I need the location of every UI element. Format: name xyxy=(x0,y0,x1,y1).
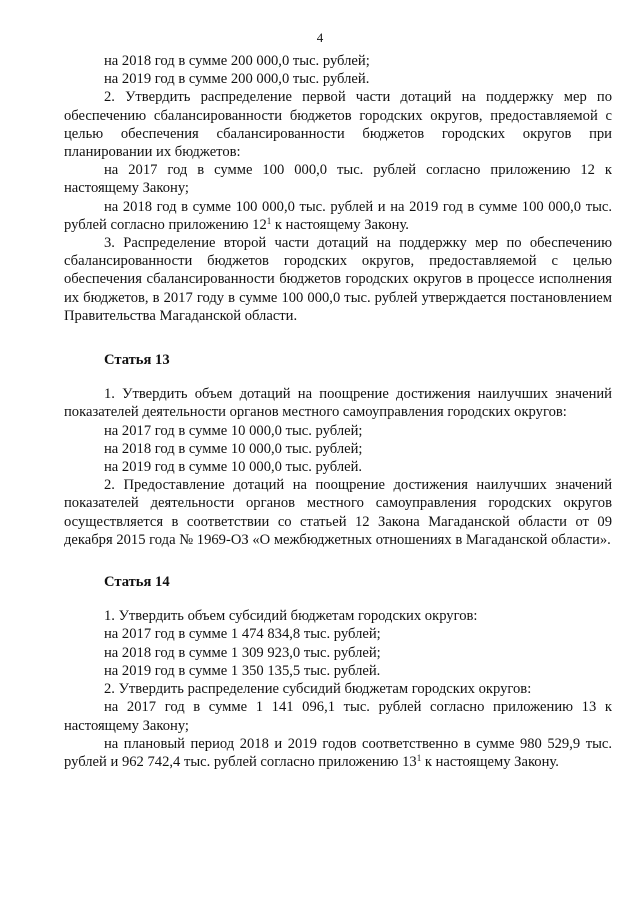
article-14-line-2017: на 2017 год в сумме 1 474 834,8 тыс. рублей; xyxy=(104,626,381,643)
article-14-line-2018: на 2018 год в сумме 1 309 923,0 тыс. рублей; xyxy=(104,644,381,661)
paragraph-2018-amount: на 2018 год в сумме 200 000,0 тыс. рублей; xyxy=(104,53,370,69)
spacer xyxy=(64,369,612,385)
article-14-heading: Статья 14 xyxy=(104,574,170,591)
spacer xyxy=(64,549,612,573)
paragraph-first-part-2017: на 2017 год в сумме 100 000,0 тыс. рублей согласно приложению 12 к настоящему Закону; xyxy=(64,162,612,197)
document-body xyxy=(64,52,612,771)
paragraph-second-part: 3. Распределение второй части дотаций на поддержку мер по обеспечению сбалансированности бюджетов городских округов, предоставляемой с целью обеспечения сбалансированности бюджетов городских округов в процессе исполнения их бюджетов, в 2017 году в сумме 100 000,0 тыс. рублей утверждается постановлением Правительства Магаданской области. xyxy=(64,235,612,324)
paragraph-distribution-first-part: 2. Утвердить распределение первой части дотаций на поддержку мер по обеспечению сбалансированности бюджетов городских округов, предоставляемой с целью обеспечения сбалансированности бюджетов городских округов при планировании их бюджетов: xyxy=(64,89,612,161)
article-14-item-2-2017: на 2017 год в сумме 1 141 096,1 тыс. рублей согласно приложению 13 к настоящему Закону; xyxy=(64,699,612,734)
article-13-line-2017: на 2017 год в сумме 10 000,0 тыс. рублей; xyxy=(104,422,363,439)
article-14-item-2: 2. Утвердить распределение субсидий бюджетам городских округов: xyxy=(104,681,532,698)
paragraph-first-part-2018-2019 xyxy=(64,198,612,234)
spacer xyxy=(64,325,612,351)
first-part-2018-text: на 2018 год в сумме 100 000,0 тыс. рублей и на 2019 год в сумме 100 000,0 тыс. рублей согласно приложению 12 xyxy=(64,198,612,233)
article-14-item-1: 1. Утвердить объем субсидий бюджетам городских округов: xyxy=(104,608,478,625)
paragraph-2019-amount: на 2019 год в сумме 200 000,0 тыс. рублей. xyxy=(104,71,370,88)
article-13-line-2019: на 2019 год в сумме 10 000,0 тыс. рублей. xyxy=(104,459,363,476)
spacer xyxy=(64,591,612,607)
first-part-2018-tail: к настоящему Закону. xyxy=(271,216,409,233)
plan-period-tail: к настоящему Закону. xyxy=(421,753,559,770)
plan-period-text: на плановый период 2018 и 2019 годов соответственно в сумме 980 529,9 тыс. рублей и 962 742,4 тыс. рублей согласно приложению 13 xyxy=(64,735,612,770)
article-13-item-2: 2. Предоставление дотаций на поощрение достижения наилучших значений показателей деятельности органов местного самоуправления городских округов осуществляется в соответствии со статьей 12 Закона Магаданской области от 09 декабря 2015 года № 1969-ОЗ «О межбюджетных отношениях в Магаданской области». xyxy=(64,477,612,548)
superscript: 1 xyxy=(416,752,422,763)
article-13-item-1: 1. Утвердить объем дотаций на поощрение достижения наилучших значений показателей деятельности органов местного самоуправления городских округов: xyxy=(64,386,612,421)
page-number: 4 xyxy=(316,30,324,45)
article-14-line-2019: на 2019 год в сумме 1 350 135,5 тыс. рублей. xyxy=(104,662,381,679)
article-14-item-2-plan xyxy=(64,735,612,771)
article-13-heading: Статья 13 xyxy=(104,352,170,369)
article-13-line-2018: на 2018 год в сумме 10 000,0 тыс. рублей; xyxy=(104,440,363,457)
superscript: 1 xyxy=(266,215,272,226)
